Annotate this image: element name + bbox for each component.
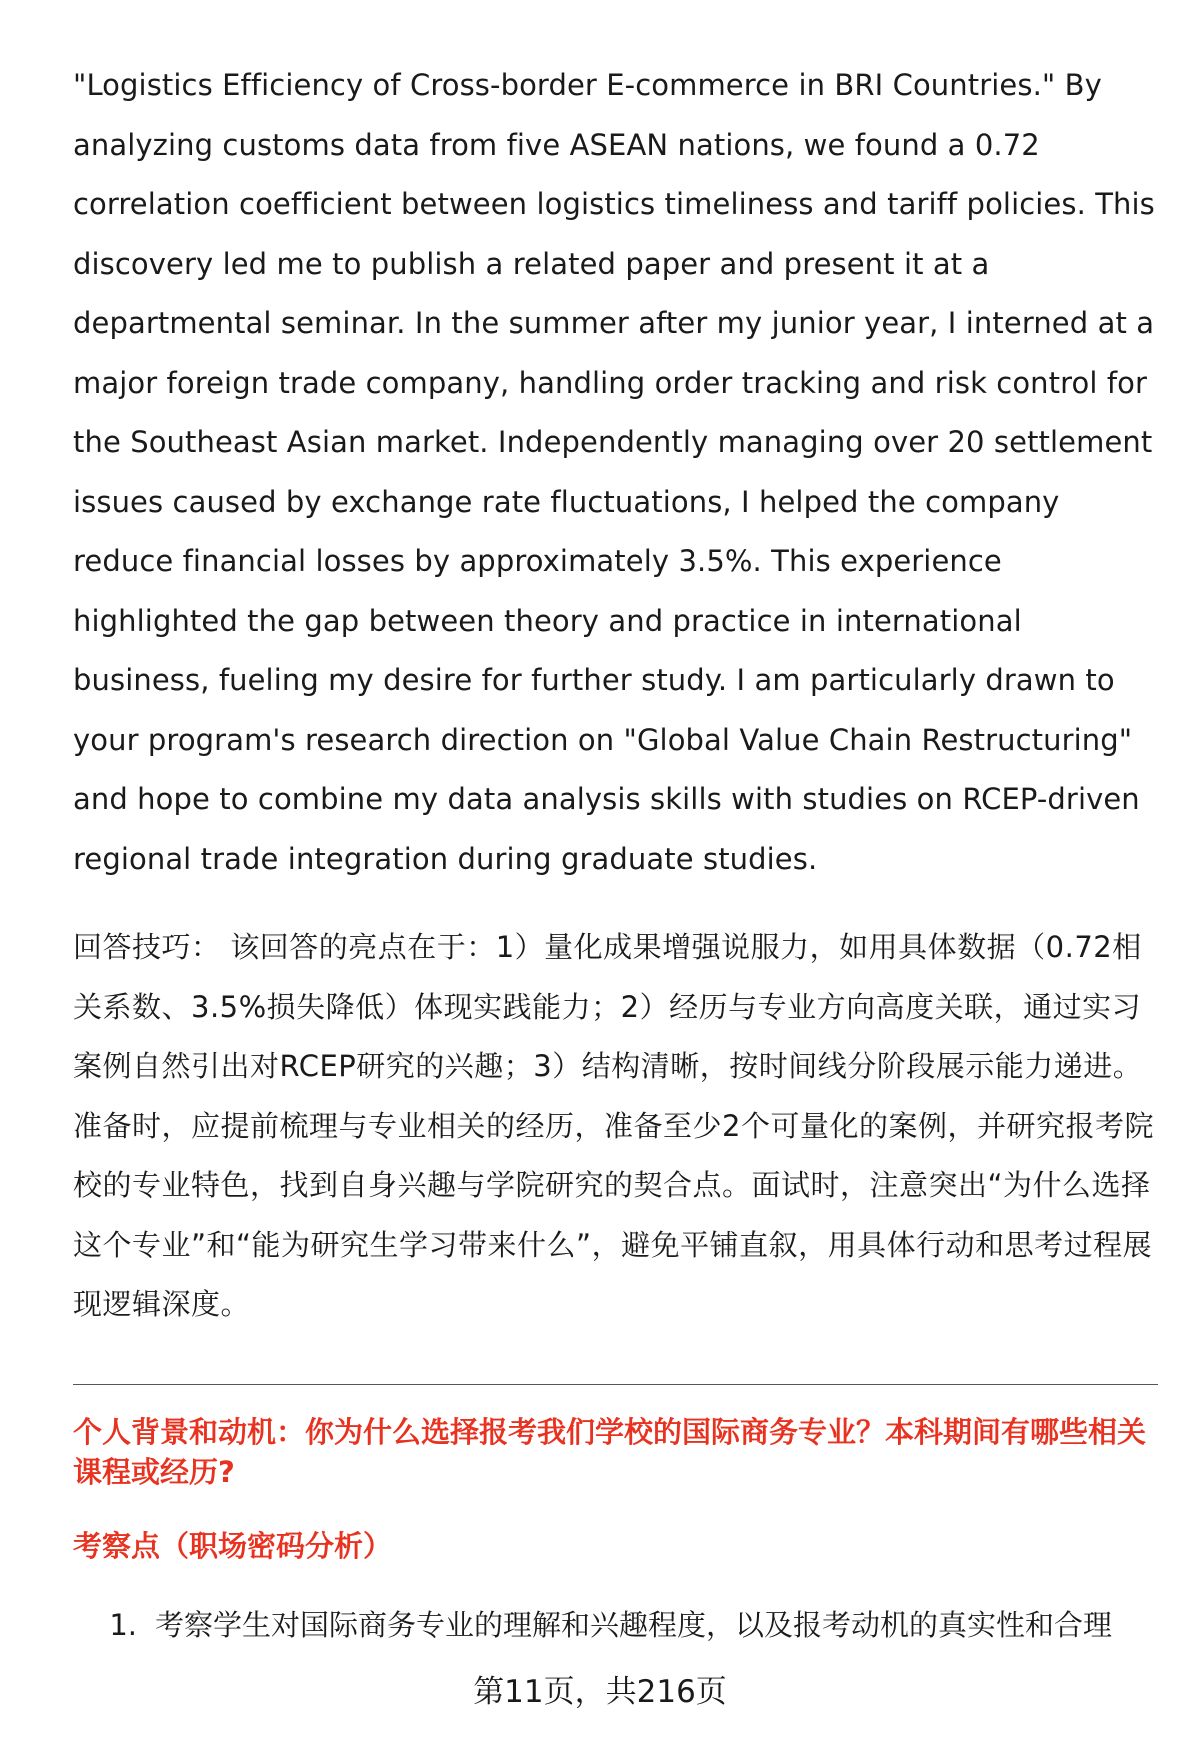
list-item-number: 1. xyxy=(109,1608,137,1642)
list-item xyxy=(73,1603,1158,1647)
answer-paragraph: "Logistics Efficiency of Cross-border E-commerce in BRI Countries." By analyzing customs data from five ASEAN nations, we found a 0.72 correlation coefficient between logistics timeliness and tariff policies. This discovery led me to publish a related paper and present it at a departmental seminar. In the summer after my junior year, I interned at a major foreign trade company, handling order tracking and risk control for the Southeast Asian market. Independently managing over 20 settlement issues caused by exchange rate fluctuations, I helped the company reduce financial losses by approximately 3.5%. This experience highlighted the gap between theory and practice in international business, fueling my desire for further study. I am particularly drawn to your program's research direction on "Global Value Chain Restructuring" and hope to combine my data analysis skills with studies on RCEP-driven regional trade integration during graduate studies. xyxy=(73,68,1155,876)
page-number-footer: 第11页，共216页 xyxy=(473,1674,727,1710)
list-item-text: 考察学生对国际商务专业的理解和兴趣程度，以及报考动机的真实性和合理 xyxy=(155,1608,1113,1642)
assessment-points-list xyxy=(73,1603,1158,1647)
question-heading: 个人背景和动机：你为什么选择报考我们学校的国际商务专业？本科期间有哪些相关课程或经历? xyxy=(73,1415,1147,1489)
section-heading: 考察点（职场密码分析） xyxy=(73,1529,393,1563)
section-divider xyxy=(73,1384,1158,1385)
tips-paragraph: 回答技巧： 该回答的亮点在于：1）量化成果增强说服力，如用具体数据（0.72相关系数、3.5%损失降低）体现实践能力；2）经历与专业方向高度关联，通过实习案例自然引出对RCEP研究的兴趣；3）结构清晰，按时间线分阶段展示能力递进。准备时，应提前梳理与专业相关的经历，准备至少2个可量化的案例，并研究报考院校的专业特色，找到自身兴趣与学院研究的契合点。面试时，注意突出“为什么选择这个专业”和“能为研究生学习带来什么”，避免平铺直叙，用具体行动和思考过程展现逻辑深度。 xyxy=(73,930,1154,1321)
